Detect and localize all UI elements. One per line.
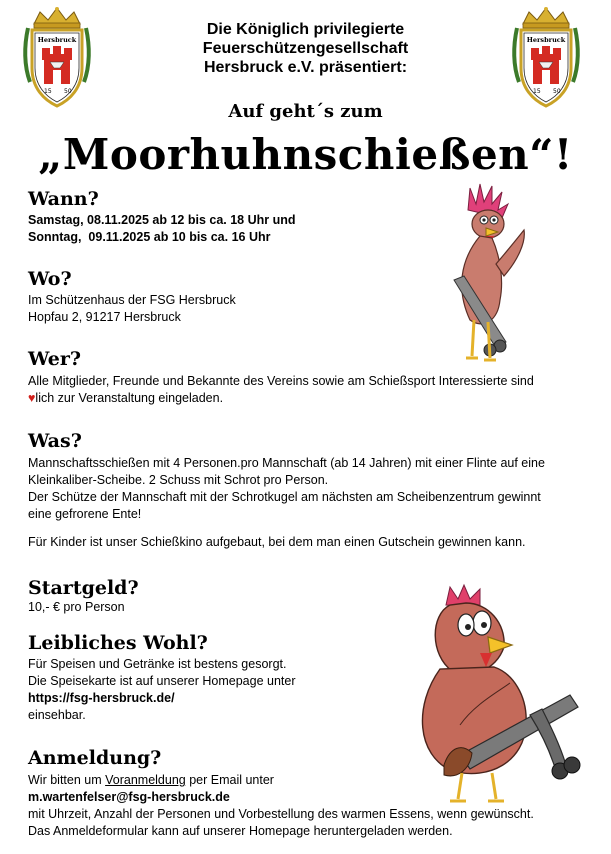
- startgeld-text: [28, 599, 125, 616]
- header-text: [140, 20, 471, 77]
- svg-text:50: 50: [553, 88, 561, 95]
- section-heading-was: Was?: [28, 430, 82, 452]
- was-text: [28, 455, 545, 551]
- header-line-1: Die Königlich privilegierte: [206, 21, 405, 38]
- wann-line-2: Sonntag, 09.11.2025 ab 10 bis ca. 16 Uhr: [28, 230, 271, 244]
- crown-icon: [523, 7, 569, 28]
- voranmeldung-link[interactable]: Voranmeldung: [105, 773, 186, 787]
- section-heading-anmeldung: Anmeldung?: [28, 747, 162, 769]
- wohl-line-2: Die Speisekarte ist auf unserer Homepage unter: [28, 674, 296, 688]
- svg-text:15: 15: [44, 88, 52, 95]
- wann-line-1: Samstag, 08.11.2025 ab 12 bis ca. 18 Uhr und: [28, 213, 296, 227]
- was-line-4: eine gefrorene Ente!: [28, 507, 142, 521]
- wer-line-1: Alle Mitglieder, Freunde und Bekannte des Vereins sowie am Schießsport Interessierte sind: [28, 374, 534, 388]
- wo-text: [28, 292, 236, 326]
- section-heading-wohl: Leibliches Wohl?: [28, 632, 208, 654]
- wohl-line-1: Für Speisen und Getränke ist bestens gesorgt.: [28, 657, 287, 671]
- anmeldung-line-2: mit Uhrzeit, Anzahl der Personen und Vorbestellung des warmen Essens, wenn gewünscht.: [28, 807, 534, 821]
- was-line-1: Mannschaftsschießen mit 4 Personen.pro Mannschaft (ab 14 Jahren) mit einer Flinte auf eine: [28, 456, 545, 470]
- header-line-3: Hersbruck e.V. präsentiert:: [203, 59, 408, 76]
- was-line-5: Für Kinder ist unser Schießkino aufgebaut, bei dem man einen Gutschein gewinnen kann.: [28, 535, 526, 549]
- wohl-text: [28, 656, 296, 724]
- svg-text:Hersbruck: Hersbruck: [526, 36, 566, 44]
- anmeldung-line-3: Das Anmeldeformular kann auf unserer Homepage heruntergeladen werden.: [28, 824, 453, 838]
- was-line-3: Der Schütze der Mannschaft mit der Schrotkugel am nächsten am Scheibenzentrum gewinnt: [28, 490, 541, 504]
- moorhuhn-illustration-bottom: [400, 575, 585, 805]
- email-link[interactable]: m.wartenfelser@fsg-hersbruck.de: [28, 790, 230, 804]
- page-title: „Moorhuhnschießen“!: [38, 130, 573, 179]
- section-heading-startgeld: Startgeld?: [28, 577, 139, 599]
- wo-line-1: Im Schützenhaus der FSG Hersbruck: [28, 293, 236, 307]
- crown-icon: [34, 7, 80, 28]
- wohl-line-3: einsehbar.: [28, 708, 86, 722]
- svg-text:Hersbruck: Hersbruck: [37, 36, 77, 44]
- section-heading-wer: Wer?: [28, 348, 82, 370]
- was-line-2: Kleinkaliber-Scheibe. 2 Schuss mit Schrot pro Person.: [28, 473, 329, 487]
- section-heading-wann: Wann?: [28, 188, 99, 210]
- heart-icon: ♥: [28, 391, 36, 405]
- wer-line-2: ♥lich zur Veranstaltung eingeladen.: [28, 391, 224, 405]
- startgeld-line-1: 10,- € pro Person: [28, 600, 125, 614]
- subtitle: Auf geht´s zum: [228, 101, 383, 122]
- moorhuhn-illustration-top: [430, 180, 530, 366]
- svg-text:50: 50: [64, 88, 72, 95]
- svg-text:15: 15: [533, 88, 541, 95]
- wer-text: [28, 373, 534, 407]
- wo-line-2: Hopfau 2, 91217 Hersbruck: [28, 310, 181, 324]
- wann-text: [28, 212, 296, 246]
- homepage-link[interactable]: https://fsg-hersbruck.de/: [28, 691, 175, 705]
- header-line-2: Feuerschützengesellschaft: [202, 40, 409, 57]
- anmeldung-line-1: Wir bitten um Voranmeldung per Email unter: [28, 773, 274, 787]
- club-crest-left: [20, 6, 94, 110]
- section-heading-wo: Wo?: [28, 268, 72, 290]
- club-crest-right: [509, 6, 583, 110]
